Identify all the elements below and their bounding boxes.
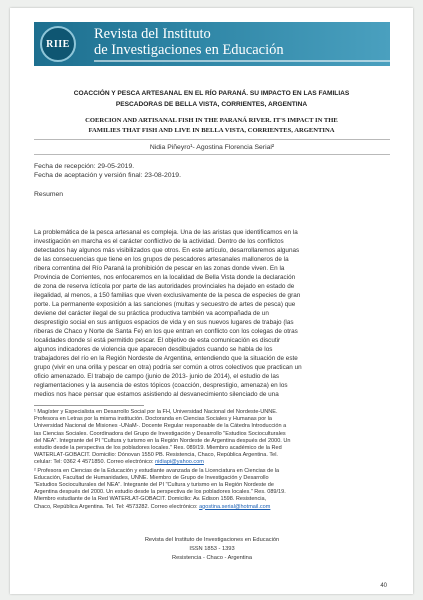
divider (34, 154, 390, 155)
footer-issn: ISSN 1853 - 1393 (189, 546, 235, 552)
abstract-line: de zona de reserva íctícola por parte de las autoridades provinciales ha dejado en estado de (34, 283, 295, 290)
page-footer (34, 536, 390, 563)
authors: Nidia Piñeyro¹- Agostina Florencia Serial² (149, 144, 275, 151)
journal-banner (34, 22, 390, 66)
title-es-line: COACCIÓN Y PESCA ARTESANAL EN EL RÍO PARANÁ. SU IMPACTO EN LAS FAMILIAS (73, 90, 350, 97)
journal-title-line1: Revista del Instituto (94, 26, 211, 42)
abstract-line: riberas de Chaco y Norte de Santa Fe) en los que entran en conflicto con los colegas de otras (34, 328, 298, 335)
footer-location: Resistencia - Chaco - Argentina (172, 555, 252, 561)
footer-journal: Revista del Instituto de Investigaciones en Educación (144, 537, 280, 543)
footnote-line: Educación, Facultad de Humanidades, UNNE. Miembro de Grupo de Investigación y Desarrollo (34, 474, 269, 481)
footnote-line: Argentina después del 2000. Un estudio desde la perspectiva de los pobladores locales." Res. 089/19. (34, 489, 286, 496)
accepted-date: Fecha de aceptación y versión final: 23-08-2019. (34, 172, 181, 179)
footnote-line: WATERLAT-GOBACIT. Domicilio: Dónovan 1550 PB. Resistencia, Chaco, República Argentina. Tel. (34, 452, 278, 459)
abstract-heading: Resumen (34, 191, 64, 198)
title-en-line: FAMILIES THAT FISH AND LIVE IN BELLA VISTA, CORRIENTES, ARGENTINA (88, 127, 335, 134)
abstract-line: porte. La permanente exposición a las sanciones (multas y secuestro de artes de pesca) que (34, 301, 296, 308)
abstract-line: oficio amenazado. El trabajo de campo (junio de 2013- junio de 2014), el estudio de las (34, 373, 280, 380)
abstract-line: reglamentaciones y la ausencia de estos tópicos (coacción, desprestigio, amenaza) en los (34, 382, 288, 389)
footnote-line: "Estudios Socioculturales del NEA". Integrante del PI "Cultura y turismo en la Región Nordeste de (34, 482, 274, 489)
abstract-line: medios nos hace pensar que estamos asistiendo al desvanecimiento silenciado de una (34, 391, 279, 398)
footnote-line: las Ciencias Sociales. Coordinadora del Grupo de Investigación y Desarrollo "Estudios Socioculturales (34, 430, 286, 437)
abstract-line: grupo (vivir en una orilla y pescar en otra) podría ser común a otros colectivos que practican un (34, 364, 302, 371)
footnote-line: Universidad Nacional de Misiones -UNaM-. Docente Regular responsable de la Cátedra Introducción a (34, 423, 287, 430)
abstract-line: algunos indicadores de violencia que aparecen desdibujados cuando se habla de los (34, 346, 273, 353)
footnote-1 (34, 409, 390, 467)
abstract-line: ilegalidad, al menos, a 150 familias que viven exclusivamente de la pesca de especies de gran (34, 292, 301, 299)
abstract-line: La problemática de la pesca artesanal es compleja. Una de las aristas que identificamos en la (34, 229, 298, 236)
abstract-line: deviene del carácter ilegal de su práctica productiva también va acompañada de un (34, 310, 269, 317)
article-title-en (34, 116, 389, 136)
abstract-line: investigación en marcha es el carácter conflictivo de la actividad. Dentro de los conflictos (34, 238, 284, 245)
journal-title-line2: de Investigaciones en Educación (94, 42, 284, 58)
footnote-2 (34, 468, 390, 511)
footnote-rule (34, 405, 144, 406)
footnote-line: Profesora en Letras por la misma institución. Doctoranda en Ciencias Sociales y Humanas por la (34, 416, 273, 423)
abstract-body (34, 228, 390, 399)
article-title-es (34, 88, 389, 110)
received-date: Fecha de recepción: 29-05-2019. (34, 163, 135, 170)
footnote-line: estudio desde la perspectiva de los pobladores locales." Res. 089/19. Miembro académico de la Red (34, 445, 282, 452)
abstract-line: ribera correntina del Río Paraná la prohibición de pescar en las zonas donde viven. En la (34, 265, 285, 272)
banner-rule (94, 60, 390, 62)
author2-email-link[interactable]: agostina.serial@hotmail.com (199, 503, 271, 510)
abstract-line: trabajadores del río en la Región Nordeste de Argentina, entendiendo que la situación de este (34, 355, 298, 362)
abstract-line: Provincia de Corrientes, nos enfocaremos en la localidad de Bella Vista donde la declaración (34, 274, 296, 281)
abstract-line: detectados hay algunos más visibilizados que otros. En este artículo, desarrollaremos algunas (34, 247, 300, 254)
footnote-line: del NEA". Integrante del PI "Cultura y turismo en la Región Nordeste de Argentina después del 2000. Un (34, 437, 291, 444)
footnote-line: ² Profesora en Ciencias de la Educación y estudiante avanzada de la Licenciatura en Ciencias de la (34, 467, 280, 474)
journal-title (94, 26, 284, 58)
footnote-line: celular: Tel: 0362 4 4571850. Correo electrónico: (34, 459, 154, 466)
title-es-line: PESCADORAS DE BELLA VISTA, CORRIENTES, ARGENTINA (115, 101, 308, 108)
footnote-line: Chaco, República Argentina. Tel. Tel: 4573282. Correo electrónico: (34, 503, 198, 510)
footnote-line: Miembro estudiante de la Red WATERLAT-GOBACIT. Domicilio: Av. Edison 1598. Resistencia, (34, 496, 267, 503)
document-page (10, 8, 413, 594)
title-en-line: COERCION AND ARTISANAL FISH IN THE PARANÁ RIVER. IT'S IMPACT IN THE (85, 117, 338, 124)
footnote-line: ¹ Magíster y Especialista en Desarrollo Social por la FH, Universidad Nacional del Nordeste-UNNE. (34, 409, 278, 415)
page-number: 40 (380, 583, 387, 589)
abstract-line: localidades donde sí está permitido pescar. El objetivo de esta comunicación es discutir (34, 337, 281, 344)
divider (34, 139, 390, 140)
abstract-line: desprestigio social en sus antiguos espacios de vida y en sus nuevos lugares de trabajo (las (34, 319, 294, 326)
author1-email-link[interactable]: nidiapi@yahoo.com (155, 459, 204, 466)
abstract-line: de las consecuencias que tiene en los grupos de pescadores artesanales malloneros de la (34, 256, 289, 263)
footnotes (34, 409, 390, 512)
journal-logo: RIIE (40, 26, 76, 62)
